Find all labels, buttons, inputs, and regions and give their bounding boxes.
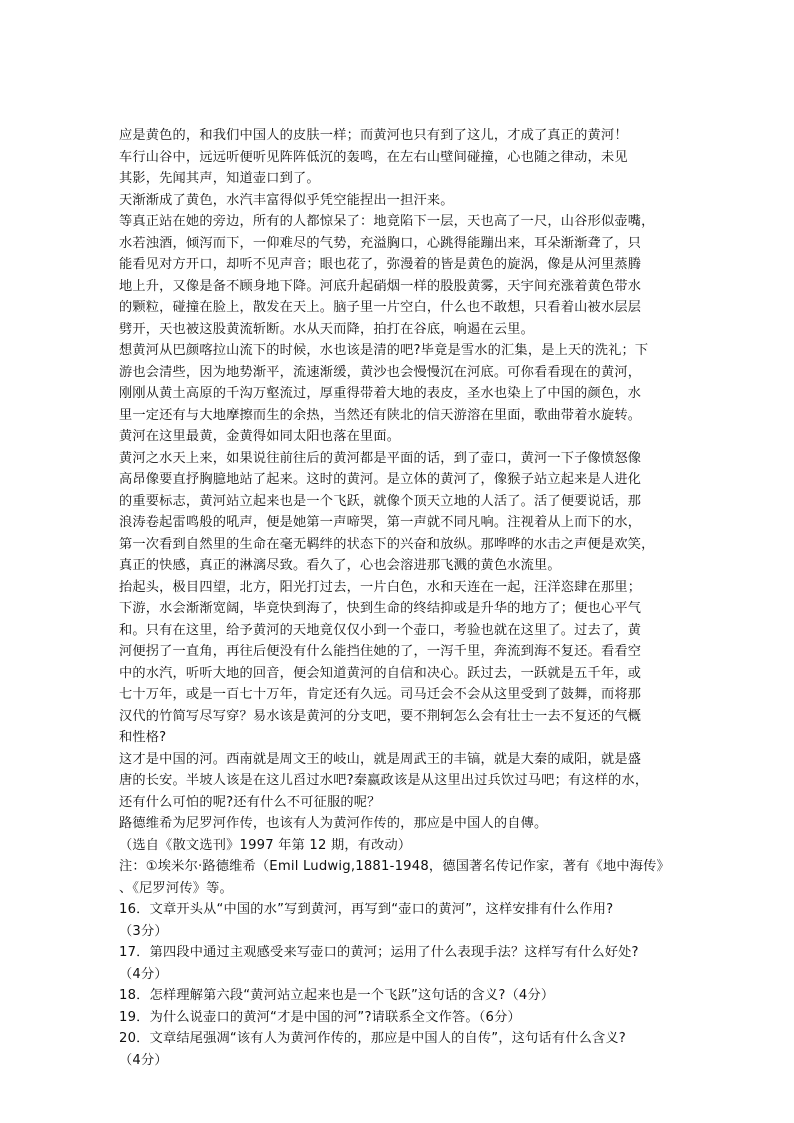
text-line: 19．为什么说壶口的黄河“才是中国的河”?请联系全文作答。（6分） [119, 1009, 521, 1025]
text-line: 、《尼罗河传》等。 [119, 880, 233, 896]
text-line: （3分） [119, 923, 168, 939]
text-line: 20．文章结尾强凋“该有人为黄河作传的，那应是中国人的自传”，这句话有什么含义? [119, 1031, 627, 1046]
text-line: 真正的快感，真正的淋漓尽致。看久了，心也会溶进那飞溅的黄色水流里。 [119, 558, 561, 573]
text-line: 七十万年，或是一百七十万年，肯定还有久远。司马迁会不会从这里受到了鼓舞，而将那 [119, 687, 642, 702]
text-line: 中的水汽，听听大地的回音，便会知道黄河的自信和决心。跃过去，一跃就是五千年，或 [119, 665, 642, 681]
text-line: 这才是中国的河。西南就是周文王的岐山，就是周武王的丰镐，就是大秦的咸阳，就是盛 [119, 751, 642, 767]
text-line: 的颗粒，碰撞在脸上，散发在天上。脑子里一片空白，什么也不敢想，只看着山被水层层 [119, 300, 642, 315]
text-line: 16．文章开头从“中国的水”写到黄河，再写到“壶口的黄河”，这样安排有什么作用? [119, 902, 614, 917]
text-line: 的重要标志，黄河站立起来也是一个飞跃，就像个顶天立地的人活了。活了便要说话，那 [119, 493, 642, 509]
text-line: 刚刚从黄土高原的千沟万壑流过，厚重得带着大地的表皮，圣水也染上了中国的颜色，水 [119, 386, 642, 401]
text-line: 和性格? [119, 730, 167, 745]
text-line: 汉代的竹简写尽写穿？易水该是黄河的分支吧，要不荆轲怎么会有壮士一去不复还的气概 [119, 708, 642, 724]
text-line: 能看见对方开口，却听不见声音；眼也花了，弥漫着的皆是黄色的旋涡，像是从河里蒸腾 [119, 257, 642, 272]
text-line: 黄河在这里最黄，金黄得如同太阳也落在里面。 [119, 429, 401, 444]
text-line: 还有什么可怕的呢?还有什么不可征服的呢？ [119, 794, 381, 810]
text-line: 游也会清些，因为地势渐平，流速渐缓，黄沙也会慢慢沉在河底。可你看看现在的黄河， [119, 364, 642, 380]
text-line: 车行山谷中，远远听便听见阵阵低沉的轰鸣，在左右山壁间碰撞，心也随之律动，未见 [119, 149, 628, 165]
text-line: （选自《散文选刊》1997 年第 12 期，有改动） [119, 837, 412, 853]
text-line: 劈开，天也被这股黄流斩断。水从天而降，拍打在谷底，响遏在云里。 [119, 321, 535, 337]
text-line: 想黄河从巴颜喀拉山流下的时候，水也该是清的吧?毕竟是雪水的汇集，是上天的洗礼；下 [119, 343, 649, 358]
text-line: 天渐渐成了黄色，水汽丰富得似乎凭空能捏出一担汗来。 [119, 192, 454, 208]
text-line: 其影，先闻其声，知道壶口到了。 [119, 171, 320, 186]
text-line: 地上升，又像是备不顾身地下降。河底升起硝烟一样的股股黄雾，天宇间充涨着黄色带水 [119, 278, 642, 294]
text-line: 抬起头，极目四望，北方，阳光打过去，一片白色，水和天连在一起，汪洋恣肆在那里； [119, 579, 642, 595]
text-line: 河便拐了一直角，再往后便没有什么能挡住她的了，一泻千里，奔流到海不复还。看看空 [119, 644, 642, 659]
text-line: 注：①埃米尔·路德维希（Emil Ludwig,1881-1948，德国著名传记作家，著有《地中海传》 [119, 859, 670, 874]
text-line: 下游，水会渐渐宽阔，毕竟快到海了，快到生命的终结抑或是升华的地方了；便也心平气 [119, 601, 642, 616]
text-line: （4分） [119, 1052, 168, 1068]
text-line: 应是黄色的，和我们中国人的皮肤一样；而黄河也只有到了这儿，才成了真正的黄河！ [119, 128, 628, 143]
text-line: 路德维希为尼罗河作传，也该有人为黄河作传的，那应是中国人的自傳。 [119, 816, 548, 831]
document-page [119, 125, 679, 1071]
text-line: 里一定还有与大地摩擦而生的余热，当然还有陕北的信天游溶在里面，歌曲带着水旋转。 [119, 407, 642, 423]
text-line: 和。只有在这里，给予黄河的天地竟仅仅小到一个壶口，考验也就在这里了。过去了，黄 [119, 622, 642, 638]
text-line: 高昂像要直抒胸臆地站了起来。这时的黄河。是立体的黄河了，像猴子站立起来是人进化 [119, 472, 642, 487]
text-line: 等真正站在她的旁边，所有的人都惊呆了：地竟陷下一层，天也高了一尺，山谷形似壶嘴， [119, 214, 655, 229]
text-line: 18．怎样理解第六段“黄河站立起来也是一个飞跃”这句话的含义?（4分） [119, 988, 555, 1003]
text-line: 17．第四段中通过主观感受来写壶口的黄河；运用了什么表现手法？这样写有什么好处? [119, 945, 639, 960]
text-line: 唐的长安。半坡人该是在这儿舀过水吧?秦嬴政该是从这里出过兵饮过马吧；有这样的水， [119, 773, 649, 788]
text-line: （4分） [119, 966, 168, 982]
text-line: 浪涛卷起雷鸣般的吼声，便是她第一声啼哭，第一声就不同凡响。注视着从上而下的水， [119, 515, 642, 530]
text-line: 第一次看到自然里的生命在毫无羁绊的状态下的兴奋和放纵。那哗哗的水击之声便是欢笑， [119, 536, 655, 552]
text-line: 黄河之水天上来，如果说往前往后的黄河都是平面的话，到了壶口，黄河一下子像愤怒像 [119, 450, 642, 466]
text-line: 水若浊酒，倾泻而下，一仰难尽的气势，充溢胸口，心跳得能蹦出来，耳朵渐渐聋了，只 [119, 235, 642, 251]
